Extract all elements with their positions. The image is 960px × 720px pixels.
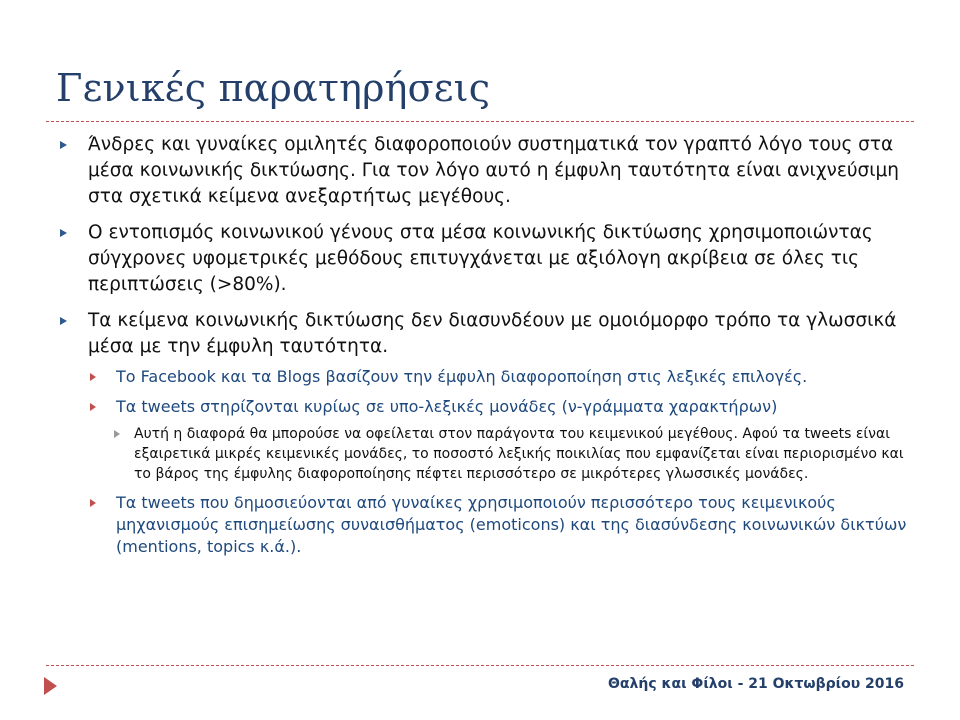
sub-sub-bullet-item <box>114 424 908 484</box>
bullet-text: Άνδρες και γυναίκες ομιλητές διαφοροποιούν συστηματικά τον γραπτό λόγο τους στα μέσα κοινωνικής δικτύωσης. Για τον λόγο αυτό η έμφυλη ταυτότητα είναι ανιχνεύσιμη στα σχετικά κείμενα ανεξαρτήτως μεγέθους. <box>88 134 900 207</box>
sub-bullet-text: Τα tweets που δημοσιεύονται από γυναίκες χρησιμοποιούν περισσότερο τους κειμενικούς μηχανισμούς επισημείωσης συναισθήματος (emoticons) και της διασύνδεσης κοινωνικών δικτύων (mentions, topics κ.ά.). <box>116 493 907 556</box>
sub-bullet-item <box>88 396 908 484</box>
bullet-text: Τα κείμενα κοινωνικής δικτύωσης δεν διασυνδέουν με ομοιόμορφο τρόπο τα γλωσσικά μέσα με την έμφυλη ταυτότητα. <box>88 310 897 357</box>
triangle-bullet-icon <box>60 317 67 325</box>
triangle-sub-sub-bullet-icon <box>114 430 120 438</box>
triangle-bullet-icon <box>60 141 67 149</box>
sub-bullet-text: Το Facebook και τα Blogs βασίζουν την έμφυλη διαφοροποίηση στις λεξικές επιλογές. <box>116 367 808 386</box>
bullet-item <box>58 132 908 210</box>
sub-sub-bullet-list <box>114 424 908 484</box>
slide-content <box>58 132 908 568</box>
triangle-sub-bullet-icon <box>90 373 96 381</box>
triangle-marker-icon <box>44 677 57 695</box>
triangle-sub-bullet-icon <box>90 499 96 507</box>
sub-bullet-list <box>88 366 908 558</box>
sub-sub-bullet-text: Αυτή η διαφορά θα μπορούσε να οφείλεται στον παράγοντα του κειμενικού μεγέθους. Αφού τα tweets είναι εξαιρετικά μικρές κειμενικές μονάδες, το ποσοστό λεξικής ποικιλίας που εμφανίζεται είναι περιορισμένο και το βάρος της έμφυλης διαφοροποίησης πέφτει περισσότερο σε μικρότερες γλωσσικές μονάδες. <box>134 426 904 482</box>
triangle-sub-bullet-icon <box>90 403 96 411</box>
title-divider <box>46 121 914 122</box>
bullet-item <box>58 308 908 558</box>
footer-divider <box>46 665 914 666</box>
slide-title: Γενικές παρατηρήσεις <box>56 66 491 110</box>
triangle-bullet-icon <box>60 229 67 237</box>
sub-bullet-item <box>88 366 908 388</box>
bullet-list <box>58 132 908 558</box>
slide-footer: Θαλής και Φίλοι - 21 Οκτωβρίου 2016 <box>608 676 904 692</box>
bullet-text: Ο εντοπισμός κοινωνικού γένους στα μέσα κοινωνικής δικτύωσης χρησιμοποιώντας σύγχρονες υφομετρικές μεθόδους επιτυγχάνεται με αξιόλογη ακρίβεια σε όλες τις περιπτώσεις (>80%). <box>88 222 873 295</box>
sub-bullet-item <box>88 492 908 558</box>
bullet-item <box>58 220 908 298</box>
sub-bullet-text: Τα tweets στηρίζονται κυρίως σε υπο-λεξικές μονάδες (ν-γράμματα χαρακτήρων) <box>116 397 778 416</box>
